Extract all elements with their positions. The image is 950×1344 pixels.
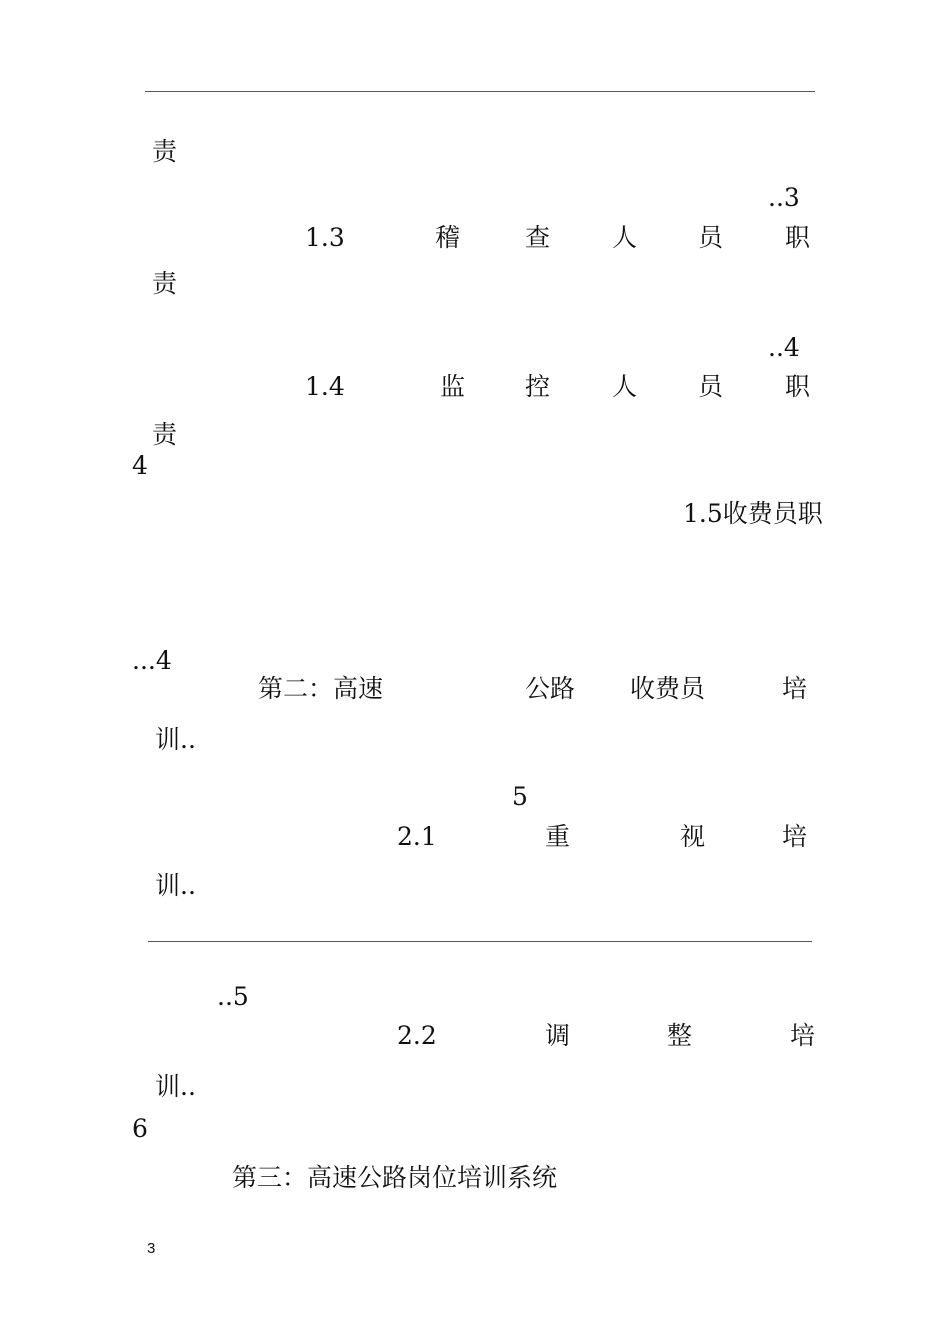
toc-heading: 培 bbox=[782, 674, 808, 703]
toc-page-ref: 4 bbox=[132, 451, 148, 480]
toc-page-ref: ..3 bbox=[768, 183, 800, 212]
page-divider bbox=[148, 941, 812, 942]
toc-heading: 公路 bbox=[525, 674, 576, 703]
toc-page-ref: ...4 bbox=[132, 646, 172, 675]
toc-text: 训.. bbox=[155, 1072, 196, 1101]
toc-text: 调 bbox=[545, 1021, 571, 1050]
toc-text: 监 bbox=[440, 372, 466, 401]
toc-text: 人 bbox=[612, 372, 638, 401]
toc-text: 稽 bbox=[435, 223, 461, 252]
toc-text: 责 bbox=[152, 269, 178, 298]
toc-text: 员 bbox=[698, 223, 724, 252]
toc-text: 培 bbox=[790, 1021, 816, 1050]
toc-text: 视 bbox=[680, 822, 706, 851]
toc-page-ref: 5 bbox=[512, 782, 528, 811]
toc-page-ref: 6 bbox=[132, 1114, 148, 1143]
toc-text: 重 bbox=[545, 822, 571, 851]
toc-page-ref: ..4 bbox=[768, 333, 800, 362]
page-number: 3 bbox=[147, 1240, 156, 1257]
toc-number: 2.2 bbox=[397, 1021, 437, 1050]
top-divider bbox=[145, 91, 815, 92]
toc-text: 1.5收费员职 bbox=[683, 499, 823, 528]
toc-heading: 第三：高速公路岗位培训系统 bbox=[232, 1163, 558, 1192]
toc-text: 责 bbox=[152, 137, 178, 166]
toc-number: 2.1 bbox=[397, 822, 437, 851]
toc-text: 控 bbox=[525, 372, 551, 401]
toc-text: 职 bbox=[785, 223, 811, 252]
toc-text: 整 bbox=[667, 1021, 693, 1050]
toc-text: 员 bbox=[698, 372, 724, 401]
toc-text: 训.. bbox=[155, 725, 196, 754]
toc-text: 人 bbox=[612, 223, 638, 252]
toc-number: 1.4 bbox=[305, 372, 345, 401]
toc-text: 训.. bbox=[155, 871, 196, 900]
toc-text: 职 bbox=[785, 372, 811, 401]
toc-number: 1.3 bbox=[305, 223, 345, 252]
toc-heading: 收费员 bbox=[630, 674, 706, 703]
toc-text: 责 bbox=[152, 420, 178, 449]
toc-text: 培 bbox=[782, 822, 808, 851]
toc-text: 查 bbox=[525, 223, 551, 252]
toc-heading: 第二：高速 bbox=[258, 674, 384, 703]
toc-page-ref: ..5 bbox=[217, 982, 249, 1011]
